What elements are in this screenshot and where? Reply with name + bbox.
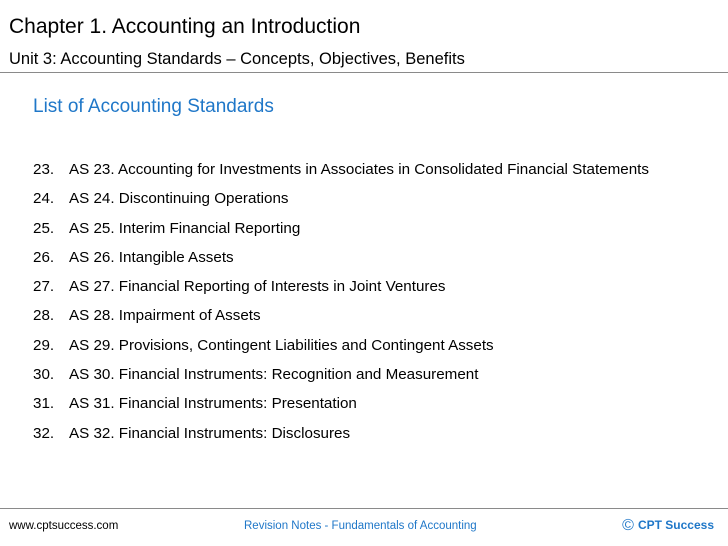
footer-brand [622,517,714,534]
brand-cpt: CPT [637,518,662,532]
item-number: 24. [33,190,55,208]
item-text: AS 26. Intangible Assets [69,248,234,266]
slide-footer [0,506,728,546]
header-divider [0,72,728,73]
section-title: List of Accounting Standards [33,96,274,117]
footer-title: Revision Notes - Fundamentals of Accounting [244,520,477,532]
item-text: AS 29. Provisions, Contingent Liabilities and Contingent Assets [69,336,494,354]
slide-header [0,0,728,76]
item-number: 25. [33,219,55,237]
item-number: 27. [33,278,55,296]
item-text: AS 23. Accounting for Investments in Associates in Consolidated Financial Statements [69,161,649,178]
list-item [33,360,723,389]
standards-list [33,155,723,448]
item-text: AS 24. Discontinuing Operations [69,190,289,208]
list-item [33,243,723,272]
item-number: 26. [33,248,55,266]
chapter-title: Chapter 1. Accounting an Introduction [9,15,361,38]
list-item [33,331,723,360]
list-item [33,389,723,418]
footer-divider [0,508,728,509]
item-text: AS 25. Interim Financial Reporting [69,219,301,237]
item-number: 30. [33,366,55,384]
item-number: 23. [33,161,55,178]
item-number: 32. [33,424,55,442]
item-number: 28. [33,307,55,325]
item-text: AS 32. Financial Instruments: Disclosures [69,424,351,442]
list-item [33,301,723,330]
list-item [33,419,723,448]
item-number: 31. [33,395,55,413]
item-text: AS 30. Financial Instruments: Recognition and Measurement [69,366,479,384]
item-text: AS 27. Financial Reporting of Interests in Joint Ventures [69,278,446,296]
item-text: AS 31. Financial Instruments: Presentation [69,395,357,413]
brand-success: Success [665,518,714,532]
list-item [33,272,723,301]
copyright-icon: © [622,517,634,534]
list-item [33,184,723,213]
footer-website: www.cptsuccess.com [9,520,119,532]
list-item [33,214,723,243]
list-item [33,155,723,184]
item-text: AS 28. Impairment of Assets [69,307,261,325]
item-number: 29. [33,336,55,354]
unit-title: Unit 3: Accounting Standards – Concepts, Objectives, Benefits [9,50,465,68]
